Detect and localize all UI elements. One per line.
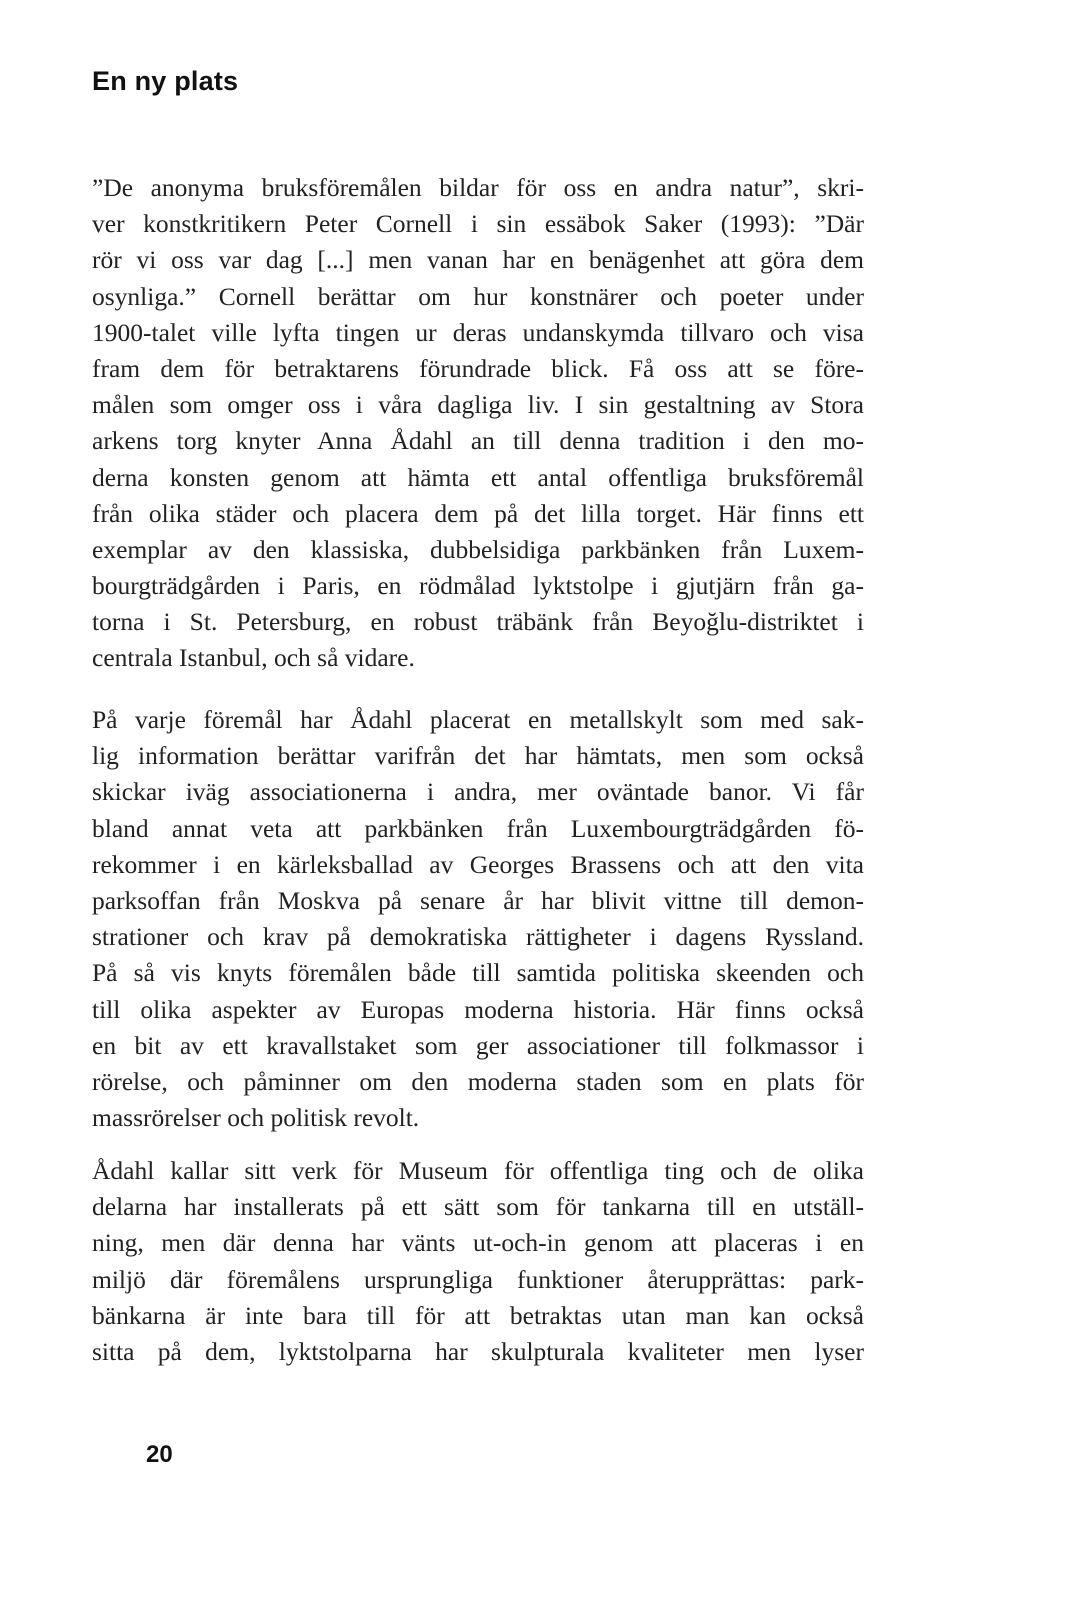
section-title: En ny plats — [92, 66, 239, 96]
text-line: På så vis knyts föremålen både till samtida politiska skeenden och — [92, 958, 864, 988]
paragraph-2 — [92, 702, 864, 1136]
paragraph-1 — [92, 170, 864, 677]
text-line: sitta på dem, lyktstolparna har skulpturala kvaliteter men lyser — [92, 1336, 864, 1366]
text-line: 1900-talet ville lyfta tingen ur deras undanskymda tillvaro och visa — [92, 317, 864, 347]
text-line: strationer och krav på demokratiska rättigheter i dagens Ryssland. — [92, 922, 864, 952]
paragraph-3 — [92, 1153, 864, 1370]
text-line: skickar iväg associationerna i andra, mer oväntade banor. Vi får — [92, 777, 864, 807]
text-line: ver konstkritikern Peter Cornell i sin essäbok Saker (1993): ”Där — [92, 209, 864, 239]
text-line: massrörelser och politisk revolt. — [92, 1103, 420, 1133]
text-line: en bit av ett kravallstaket som ger associationer till folkmassor i — [92, 1030, 864, 1060]
text-line: till olika aspekter av Europas moderna historia. Här finns också — [92, 994, 864, 1024]
text-line: miljö där föremålens ursprungliga funktioner återupprättas: park- — [92, 1264, 864, 1294]
text-line: ”De anonyma bruksföremålen bildar för oss en andra natur”, skri- — [92, 173, 864, 202]
text-line: torna i St. Petersburg, en robust träbänk från Beyoğlu-distriktet i — [92, 607, 864, 637]
text-line: Ådahl kallar sitt verk för Museum för offentliga ting och de olika — [92, 1156, 864, 1185]
text-line: delarna har installerats på ett sätt som för tankarna till en utställ- — [92, 1192, 864, 1222]
text-line: ning, men där denna har vänts ut-och-in genom att placeras i en — [92, 1228, 864, 1258]
text-line: derna konsten genom att hämta ett antal offentliga bruksföremål — [92, 462, 864, 492]
text-line: fram dem för betraktarens förundrade blick. Få oss att se före- — [92, 353, 864, 383]
text-line: rekommer i en kärleksballad av Georges Brassens och att den vita — [92, 849, 864, 879]
text-line: bland annat veta att parkbänken från Luxembourgträdgården fö- — [92, 813, 864, 843]
text-line: exemplar av den klassiska, dubbelsidiga parkbänken från Luxem- — [92, 534, 864, 564]
text-line: parksoffan från Moskva på senare år har blivit vittne till demon- — [92, 885, 864, 915]
text-line: centrala Istanbul, och så vidare. — [92, 643, 415, 673]
text-line: lig information berättar varifrån det har hämtats, men som också — [92, 741, 864, 771]
page-number: 20 — [146, 1441, 173, 1468]
text-line: rör vi oss var dag [...] men vanan har en benägenhet att göra dem — [92, 245, 864, 275]
text-line: rörelse, och påminner om den moderna staden som en plats för — [92, 1066, 864, 1096]
text-line: På varje föremål har Ådahl placerat en metallskylt som med sak- — [92, 705, 864, 734]
text-line: osynliga.” Cornell berättar om hur konstnärer och poeter under — [92, 281, 864, 311]
text-line: bourgträdgården i Paris, en rödmålad lyktstolpe i gjutjärn från ga- — [92, 571, 864, 601]
text-line: arkens torg knyter Anna Ådahl an till denna tradition i den mo- — [92, 426, 864, 456]
text-line: från olika städer och placera dem på det lilla torget. Här finns ett — [92, 498, 864, 528]
text-line: målen som omger oss i våra dagliga liv. I sin gestaltning av Stora — [92, 390, 864, 420]
text-line: bänkarna är inte bara till för att betraktas utan man kan också — [92, 1300, 864, 1330]
